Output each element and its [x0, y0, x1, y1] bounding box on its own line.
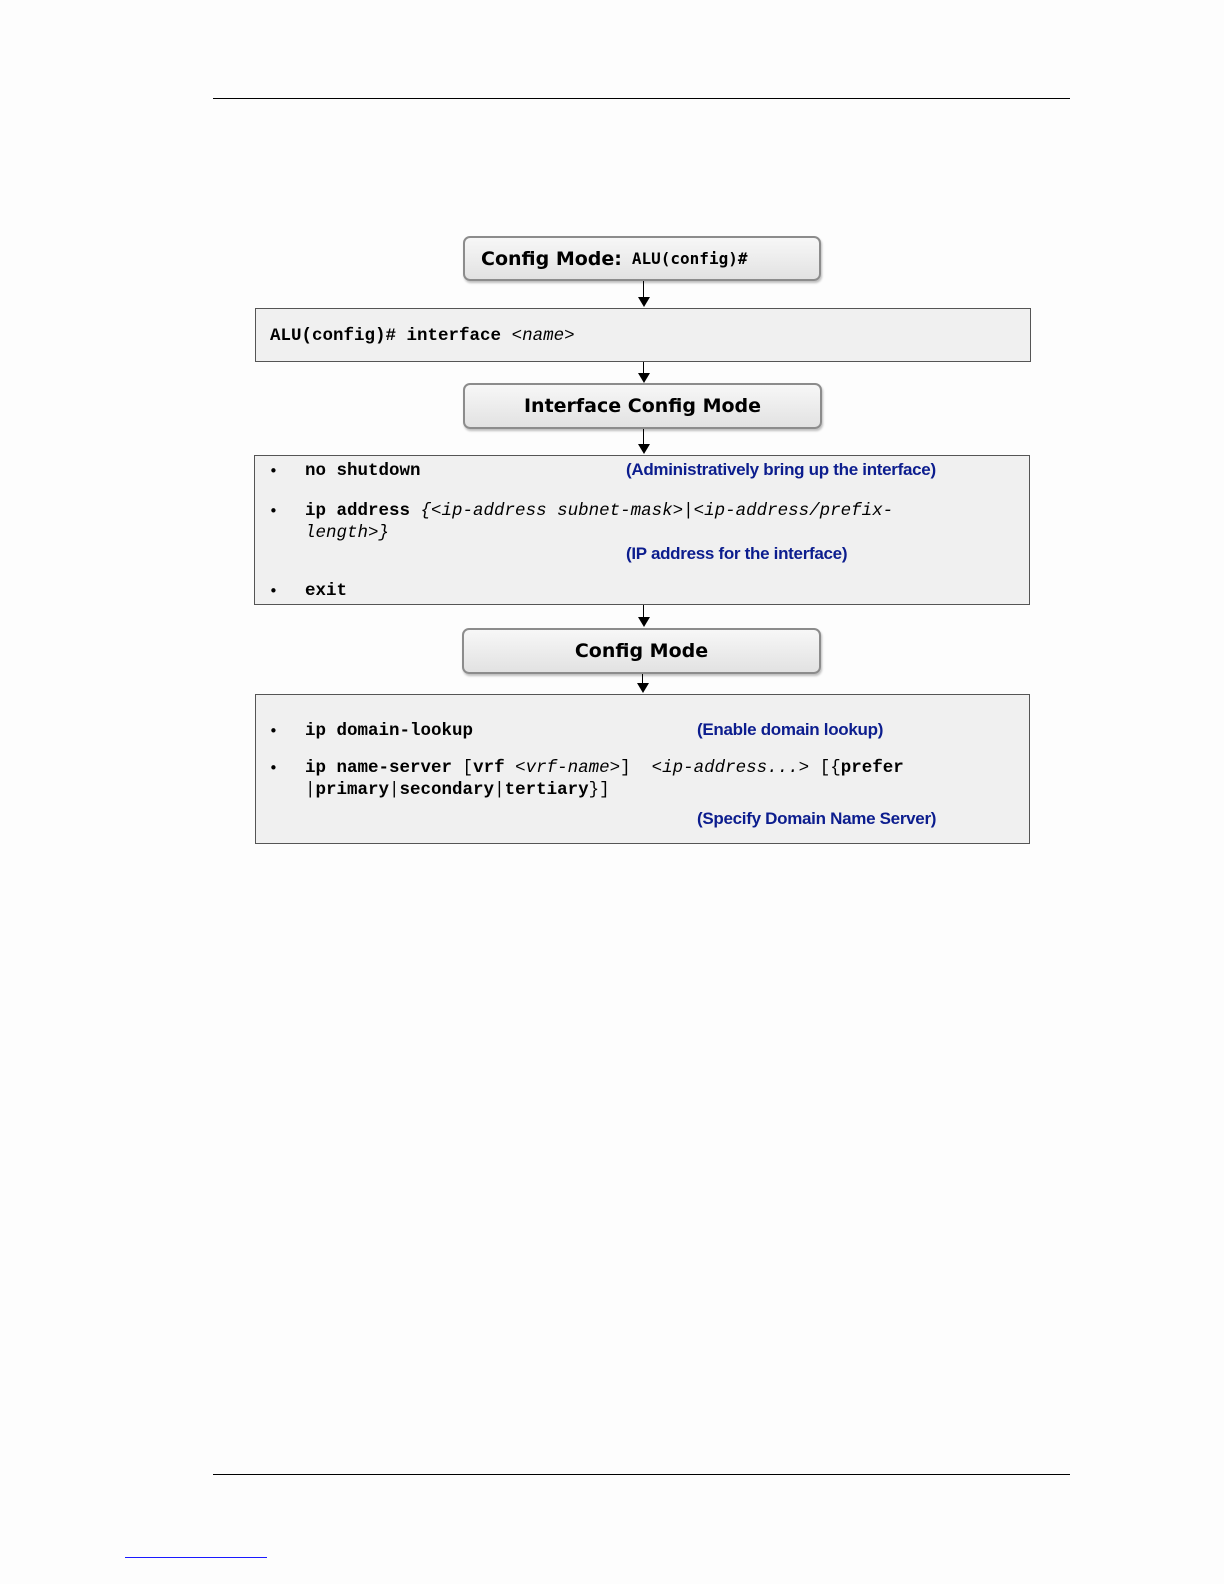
ip-address-command: ip address	[305, 501, 411, 521]
vrf-name-arg: <vrf-name>	[515, 758, 621, 778]
connector-arrow	[638, 297, 650, 307]
name-server-command: ip name-server	[305, 758, 453, 778]
vrf-close-bracket: ]	[620, 758, 631, 778]
interface-command: interface	[406, 326, 502, 346]
no-shutdown-command: no shutdown	[305, 461, 421, 481]
priority-open-bracket: [{	[819, 758, 841, 778]
interface-command-box	[255, 308, 1031, 362]
secondary-keyword: secondary	[399, 780, 495, 800]
ip-address-list-arg: <ip-address...>	[651, 758, 810, 778]
separator: |	[494, 780, 505, 800]
interface-config-mode-label: Interface Config Mode	[523, 395, 762, 417]
separator: |	[305, 780, 316, 800]
interface-commands-box	[254, 455, 1030, 605]
priority-close-bracket: }]	[588, 780, 610, 800]
primary-keyword: primary	[315, 780, 390, 800]
config-mode-prompt: ALU(config)#	[631, 249, 748, 268]
footer-rule	[213, 1474, 1070, 1475]
separator: |	[389, 780, 400, 800]
ip-address-args: {<ip-address subnet-mask>|<ip-address/prefix-	[420, 501, 894, 521]
connector-arrow	[638, 617, 650, 627]
ip-address-args-cont: length>}	[305, 523, 390, 543]
config-mode-return-label: Config Mode	[574, 640, 709, 662]
vrf-open-bracket: [	[462, 758, 474, 778]
interface-config-mode-box	[463, 383, 822, 429]
connector-arrow	[637, 683, 649, 693]
interface-name-arg: <name>	[511, 326, 575, 346]
bullet: •	[269, 759, 278, 777]
name-server-note: (Specify Domain Name Server)	[697, 809, 937, 828]
config-mode-label: Config Mode:	[481, 247, 622, 270]
exit-command: exit	[305, 581, 348, 601]
bullet: •	[269, 722, 278, 740]
dns-commands-box	[255, 694, 1030, 844]
header-rule	[213, 98, 1070, 99]
prefer-keyword: prefer	[840, 758, 904, 778]
config-mode-box	[463, 236, 821, 281]
vrf-keyword: vrf	[473, 758, 505, 778]
config-mode-return-box	[462, 628, 821, 674]
footer-link-underline	[125, 1557, 267, 1558]
no-shutdown-note: (Administratively bring up the interface)	[626, 460, 936, 479]
domain-lookup-note: (Enable domain lookup)	[697, 720, 884, 739]
connector-arrow	[638, 373, 650, 383]
connector-arrow	[638, 444, 650, 454]
interface-prompt: ALU(config)#	[270, 326, 397, 346]
bullet: •	[269, 502, 278, 520]
ip-address-note: (IP address for the interface)	[626, 544, 848, 563]
tertiary-keyword: tertiary	[504, 780, 589, 800]
bullet: •	[269, 462, 278, 480]
bullet: •	[269, 582, 278, 600]
domain-lookup-command: ip domain-lookup	[305, 721, 474, 741]
